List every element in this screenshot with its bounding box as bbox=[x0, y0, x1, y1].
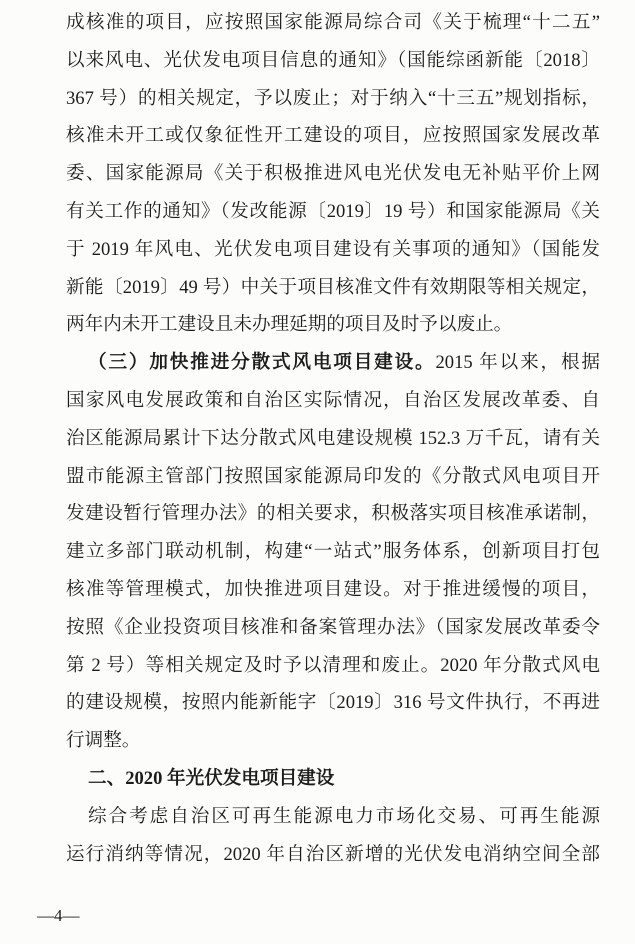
paragraph-line: 治区能源局累计下达分散式风电建设规模 152.3 万千瓦，请有关 bbox=[66, 427, 600, 449]
paragraph-line: 核准未开工或仅象征性开工建设的项目，应按照国家发展改革 bbox=[66, 125, 600, 147]
section-3-first-line bbox=[66, 344, 600, 382]
paragraph-line: 按照《企业投资项目核准和备案管理办法》（国家发展改革委令 bbox=[66, 616, 600, 638]
paragraph-line: 成核准的项目，应按照国家能源局综合司《关于梳理“十二五” bbox=[66, 12, 600, 33]
paragraph-1 bbox=[66, 4, 600, 344]
paragraph-3 bbox=[66, 798, 600, 874]
section-3-paragraph bbox=[66, 344, 600, 760]
paragraph-line: 367 号）的相关规定，予以废止；对于纳入“十三五”规划指标， bbox=[66, 87, 600, 109]
paragraph-line: 建立多部门联动机制，构建“一站式”服务体系，创新项目打包 bbox=[66, 541, 600, 563]
paragraph-line: 核准等管理模式，加快推进项目建设。对于推进缓慢的项目， bbox=[66, 578, 600, 600]
paragraph-line: 委、国家能源局《关于积极推进风电光伏发电无补贴平价上网 bbox=[66, 163, 600, 185]
section-3-lead-text: 2015 年以来，根据 bbox=[435, 352, 600, 374]
section-heading-2: 二、2020 年光伏发电项目建设 bbox=[88, 767, 335, 789]
paragraph-line: 发建设暂行管理办法》的相关要求，积极落实项目核准承诺制， bbox=[66, 503, 600, 525]
paragraph-line: 盟市能源主管部门按照国家能源局印发的《分散式风电项目开 bbox=[66, 465, 600, 487]
page-number: —4— bbox=[37, 906, 80, 925]
paragraph-line: 于 2019 年风电、光伏发电项目建设有关事项的通知》（国能发 bbox=[66, 238, 600, 260]
paragraph-line: 第 2 号）等相关规定及时予以清理和废止。2020 年分散式风电 bbox=[66, 654, 600, 676]
paragraph-line: 新能〔2019〕49 号）中关于项目核准文件有效期限等相关规定， bbox=[66, 276, 600, 298]
paragraph-line: 两年内未开工建设且未办理延期的项目及时予以废止。 bbox=[66, 314, 513, 336]
section-3-title: （三）加快推进分散式风电项目建设。 bbox=[88, 352, 436, 374]
paragraph-line: 运行消纳等情况，2020 年自治区新增的光伏发电消纳空间全部 bbox=[66, 843, 600, 865]
paragraph-line: 国家风电发展政策和自治区实际情况，自治区发展改革委、自 bbox=[66, 389, 600, 411]
paragraph-line: 综合考虑自治区可再生能源电力市场化交易、可再生能源 bbox=[88, 805, 600, 827]
paragraph-line: 有关工作的通知》（发改能源〔2019〕19 号）和国家能源局《关 bbox=[66, 200, 600, 222]
paragraph-line: 的建设规模，按照内能新能字〔2019〕316 号文件执行，不再进 bbox=[66, 692, 600, 714]
paragraph-line: 行调整。 bbox=[66, 730, 141, 752]
paragraph-line: 以来风电、光伏发电项目信息的通知》（国能综函新能〔2018〕 bbox=[66, 49, 600, 71]
document-body bbox=[66, 4, 600, 873]
